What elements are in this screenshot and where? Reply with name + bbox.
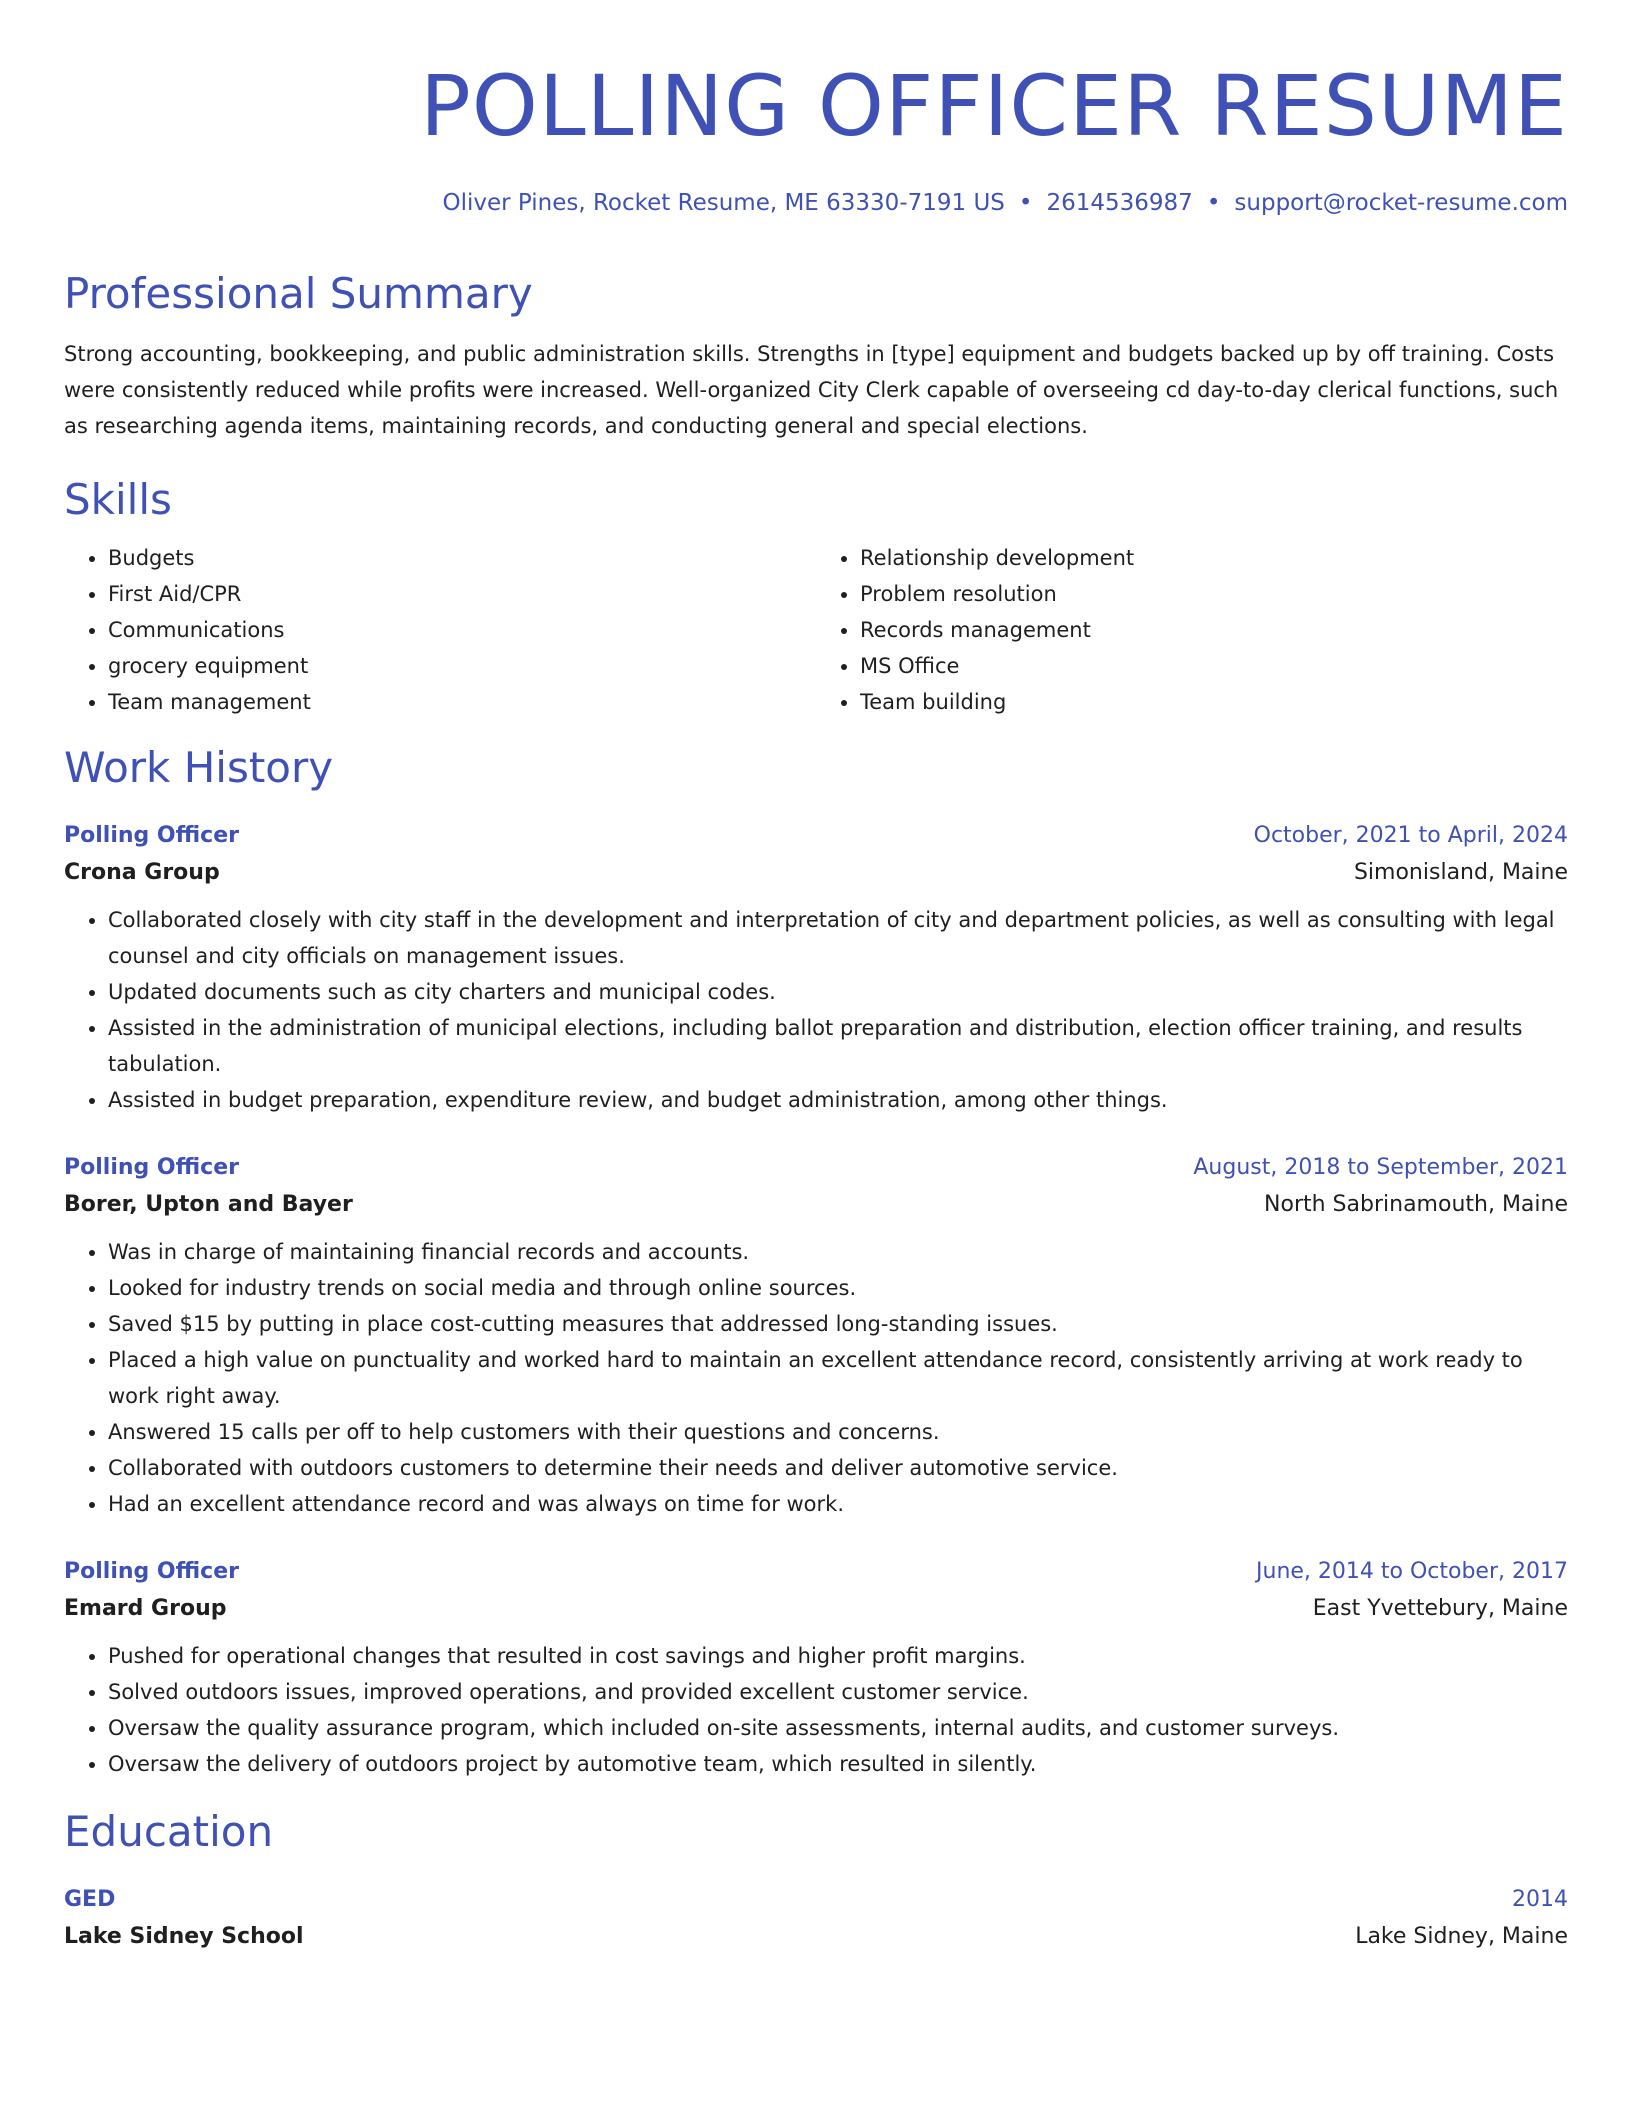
skill-item: • grocery equipment: [108, 648, 816, 684]
job-company: Emard Group: [64, 1596, 227, 1621]
skill-item: • Team management: [108, 684, 816, 720]
job-title: Polling Officer: [64, 1155, 239, 1180]
job-bullet: • Saved $15 by putting in place cost-cutting measures that addressed long-standing issues.: [108, 1306, 1568, 1342]
skill-item: • Problem resolution: [860, 576, 1568, 612]
skill-item: • Team building: [860, 684, 1568, 720]
job-bullet: • Oversaw the delivery of outdoors project by automotive team, which resulted in silently.: [108, 1746, 1568, 1782]
contact-line: [64, 188, 1568, 218]
job-bullet: • Collaborated with outdoors customers to determine their needs and deliver automotive service.: [108, 1450, 1568, 1486]
job-location: North Sabrinamouth, Maine: [1264, 1192, 1568, 1217]
contact-email: support@rocket-resume.com: [1234, 190, 1568, 216]
job-location: Simonisland, Maine: [1353, 860, 1568, 885]
skill-item: • First Aid/CPR: [108, 576, 816, 612]
contact-separator: •: [1018, 190, 1033, 216]
job-bullet: • Had an excellent attendance record and was always on time for work.: [108, 1486, 1568, 1522]
skill-item: • Relationship development: [860, 540, 1568, 576]
job-bullet: • Collaborated closely with city staff in the development and interpretation of city and department policies, as well as consulting with legal counsel and city officials on management issues.: [108, 902, 1568, 974]
job-company: Borer, Upton and Bayer: [64, 1192, 353, 1217]
job-bullet: • Assisted in the administration of municipal elections, including ballot preparation and distribution, election officer training, and results tabulation.: [108, 1010, 1568, 1082]
contact-address: Oliver Pines, Rocket Resume, ME 63330-7191 US: [442, 190, 1005, 216]
job-bullet: • Updated documents such as city charters and municipal codes.: [108, 974, 1568, 1010]
skill-item: • MS Office: [860, 648, 1568, 684]
education-degree-row: [64, 1882, 1568, 1918]
job-entry: [64, 818, 1568, 1118]
job-dates: August, 2018 to September, 2021: [1193, 1155, 1568, 1180]
job-bullets: [64, 1638, 1568, 1782]
job-bullet: • Was in charge of maintaining financial records and accounts.: [108, 1234, 1568, 1270]
job-title: Polling Officer: [64, 1559, 239, 1584]
job-entry: [64, 1150, 1568, 1522]
education-location: Lake Sidney, Maine: [1355, 1924, 1568, 1949]
skill-item: • Budgets: [108, 540, 816, 576]
education-school: Lake Sidney School: [64, 1924, 304, 1949]
education-school-row: [64, 1918, 1568, 1956]
skill-item: • Communications: [108, 612, 816, 648]
job-company-row: [64, 1186, 1568, 1224]
job-title: Polling Officer: [64, 823, 239, 848]
job-bullets: [64, 902, 1568, 1118]
contact-separator: •: [1206, 190, 1221, 216]
job-bullet: • Solved outdoors issues, improved operations, and provided excellent customer service.: [108, 1674, 1568, 1710]
skill-item: • Records management: [860, 612, 1568, 648]
job-bullet: • Pushed for operational changes that resulted in cost savings and higher profit margins.: [108, 1638, 1568, 1674]
job-bullet: • Looked for industry trends on social media and through online sources.: [108, 1270, 1568, 1306]
skills-grid: [64, 540, 1568, 720]
work-history-heading: Work History: [64, 743, 334, 792]
education-entry: [64, 1882, 1568, 1956]
contact-phone: 2614536987: [1046, 190, 1193, 216]
skills-heading: Skills: [64, 475, 172, 524]
education-year: 2014: [1512, 1887, 1568, 1912]
skills-list-left: [64, 540, 816, 720]
summary-text: Strong accounting, bookkeeping, and public administration skills. Strengths in [type] equipment and budgets backed up by off training. Costs were consistently reduced while profits were increased. Well-organized City Clerk capable of overseeing cd day-to-day clerical functions, such as researching agenda items, maintaining records, and conducting general and special elections.: [64, 342, 1559, 438]
job-bullet: • Oversaw the quality assurance program, which included on-site assessments, internal audits, and customer surveys.: [108, 1710, 1568, 1746]
job-company: Crona Group: [64, 860, 220, 885]
education-heading: Education: [64, 1807, 274, 1856]
job-bullet: • Assisted in budget preparation, expenditure review, and budget administration, among other things.: [108, 1082, 1568, 1118]
job-bullet: • Answered 15 calls per off to help customers with their questions and concerns.: [108, 1414, 1568, 1450]
job-company-row: [64, 854, 1568, 892]
job-bullet: • Placed a high value on punctuality and worked hard to maintain an excellent attendance record, consistently arriving at work ready to work right away.: [108, 1342, 1568, 1414]
job-company-row: [64, 1590, 1568, 1628]
job-title-row: [64, 1554, 1568, 1590]
skills-list-right: [816, 540, 1568, 720]
job-title-row: [64, 1150, 1568, 1186]
job-dates: June, 2014 to October, 2017: [1256, 1559, 1568, 1584]
job-dates: October, 2021 to April, 2024: [1253, 823, 1568, 848]
job-location: East Yvettebury, Maine: [1312, 1596, 1568, 1621]
job-entry: [64, 1554, 1568, 1782]
education-degree: GED: [64, 1887, 116, 1912]
resume-title: POLLING OFFICER RESUME: [420, 57, 1568, 155]
summary-heading: Professional Summary: [64, 269, 533, 318]
job-title-row: [64, 818, 1568, 854]
job-bullets: [64, 1234, 1568, 1522]
